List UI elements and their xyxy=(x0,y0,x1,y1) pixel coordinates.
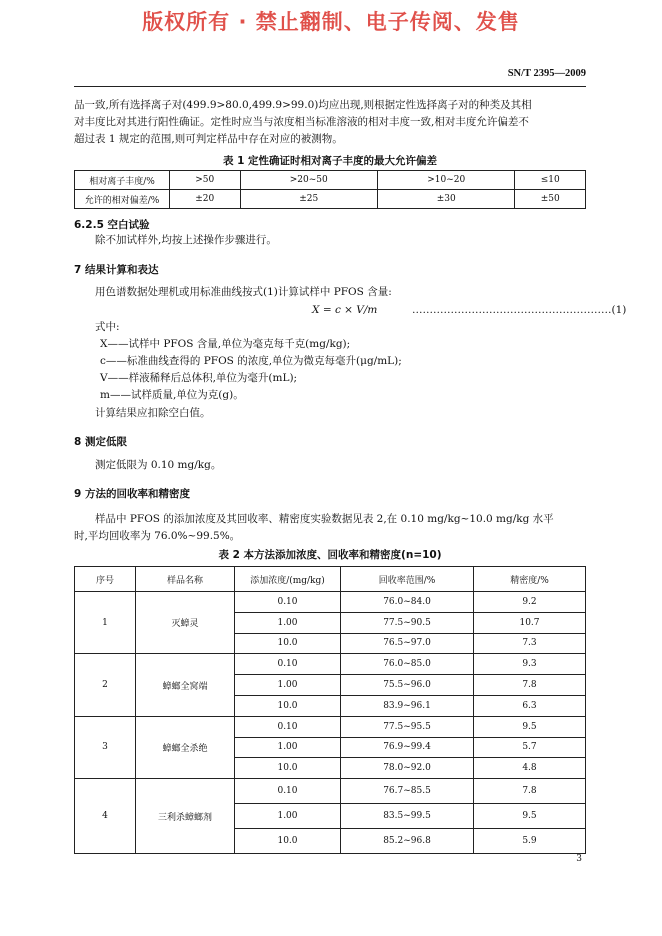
table-cell: 76.5~97.0 xyxy=(341,633,474,654)
section-7-text: 用色谱数据处理机或用标准曲线按式(1)计算试样中 PFOS 含量: xyxy=(95,286,392,298)
section-9-heading: 9 方法的回收率和精密度 xyxy=(74,488,190,500)
table-cell: >50 xyxy=(170,171,241,190)
blank-deduction-note: 计算结果应扣除空白值。 xyxy=(95,407,211,419)
table-cell: 0.10 xyxy=(235,779,341,804)
table-cell: 75.5~96.0 xyxy=(341,675,474,696)
sample-name: 蟑螂全窝端 xyxy=(136,654,235,716)
table-cell: 7.8 xyxy=(474,675,586,696)
table-header-row xyxy=(75,567,586,592)
table2-caption: 表 2 本方法添加浓度、回收率和精密度(n=10) xyxy=(218,549,442,561)
section-9-text xyxy=(74,511,594,545)
table-row xyxy=(75,654,586,675)
table-cell: 77.5~90.5 xyxy=(341,612,474,633)
header-rule xyxy=(74,86,586,87)
definition-v: V——样液稀释后总体积,单位为毫升(mL); xyxy=(100,372,298,384)
column-header: 回收率范围/% xyxy=(341,567,474,592)
table-cell: 7.8 xyxy=(474,779,586,804)
table-row xyxy=(75,592,586,613)
table-row xyxy=(75,171,586,190)
intro-line: 品一致,所有选择离子对(499.9>80.0,499.9>99.0)均应出现,则根据定性选择离子对的种类及其相 xyxy=(74,99,532,111)
table-cell: 78.0~92.0 xyxy=(341,758,474,779)
table-cell: ±50 xyxy=(515,190,586,209)
table-cell: ±20 xyxy=(170,190,241,209)
table-cell: 9.5 xyxy=(474,804,586,829)
table-cell: 允许的相对偏差/% xyxy=(75,190,170,209)
table-cell: 7.3 xyxy=(474,633,586,654)
section-9-line: 样品中 PFOS 的添加浓度及其回收率、精密度实验数据见表 2,在 0.10 mg/kg~10.0 mg/kg 水平 xyxy=(95,513,554,525)
table-cell: 0.10 xyxy=(235,654,341,675)
table-cell: 1.00 xyxy=(235,804,341,829)
table1 xyxy=(74,170,586,209)
table-row xyxy=(75,190,586,209)
table-cell: 76.9~99.4 xyxy=(341,737,474,758)
intro-line: 超过表 1 规定的范围,则可判定样品中存在对应的被测物。 xyxy=(74,133,343,145)
table-cell: 相对离子丰度/% xyxy=(75,171,170,190)
table-cell: 1.00 xyxy=(235,612,341,633)
table-cell: 9.2 xyxy=(474,592,586,613)
table-cell: 76.7~85.5 xyxy=(341,779,474,804)
table-cell: ±25 xyxy=(240,190,377,209)
table-cell: 0.10 xyxy=(235,716,341,737)
section-6-2-5-heading: 6.2.5 空白试验 xyxy=(74,219,150,231)
table-cell: 6.3 xyxy=(474,695,586,716)
table-cell: 9.3 xyxy=(474,654,586,675)
sample-name: 蟑螂全杀绝 xyxy=(136,716,235,778)
page-number: 3 xyxy=(576,854,582,864)
table-cell: 85.2~96.8 xyxy=(341,829,474,854)
table-cell: 76.0~84.0 xyxy=(341,592,474,613)
table-cell: >10~20 xyxy=(377,171,514,190)
table-cell: ±30 xyxy=(377,190,514,209)
sample-name: 三利杀蟑螂剂 xyxy=(136,779,235,854)
table-cell: 77.5~95.5 xyxy=(341,716,474,737)
table-row xyxy=(75,716,586,737)
table-cell: 83.5~99.5 xyxy=(341,804,474,829)
table-cell: 5.7 xyxy=(474,737,586,758)
table-cell: 4.8 xyxy=(474,758,586,779)
sample-number: 3 xyxy=(75,716,136,778)
formula-number: …………………………………………………(1) xyxy=(412,304,627,316)
table-cell: 76.0~85.0 xyxy=(341,654,474,675)
table-cell: 0.10 xyxy=(235,592,341,613)
section-7-heading: 7 结果计算和表达 xyxy=(74,264,159,276)
table-cell: ≤10 xyxy=(515,171,586,190)
table-row xyxy=(75,779,586,804)
where-label: 式中: xyxy=(95,321,120,333)
section-8-text: 测定低限为 0.10 mg/kg。 xyxy=(95,459,222,471)
section-8-heading: 8 测定低限 xyxy=(74,436,127,448)
table-cell: 1.00 xyxy=(235,737,341,758)
intro-paragraph xyxy=(74,97,594,148)
table-cell: 10.0 xyxy=(235,695,341,716)
table-cell: 10.0 xyxy=(235,633,341,654)
definition-c: c——标准曲线查得的 PFOS 的浓度,单位为微克每毫升(μg/mL); xyxy=(100,355,402,367)
section-6-2-5-text: 除不加试样外,均按上述操作步骤进行。 xyxy=(95,234,277,246)
table-cell: 1.00 xyxy=(235,675,341,696)
column-header: 序号 xyxy=(75,567,136,592)
table-cell: 5.9 xyxy=(474,829,586,854)
table-cell: 10.0 xyxy=(235,829,341,854)
sample-number: 2 xyxy=(75,654,136,716)
table-cell: >20~50 xyxy=(240,171,377,190)
definition-m: m——试样质量,单位为克(g)。 xyxy=(100,389,244,401)
table-cell: 83.9~96.1 xyxy=(341,695,474,716)
standard-number: SN/T 2395—2009 xyxy=(507,68,586,79)
column-header: 精密度/% xyxy=(474,567,586,592)
section-9-line: 时,平均回收率为 76.0%~99.5%。 xyxy=(74,530,241,542)
column-header: 样品名称 xyxy=(136,567,235,592)
table-cell: 10.7 xyxy=(474,612,586,633)
sample-name: 灭蟑灵 xyxy=(136,592,235,654)
variable-definitions xyxy=(100,336,402,404)
table2 xyxy=(74,566,586,854)
sample-number: 1 xyxy=(75,592,136,654)
table-cell: 9.5 xyxy=(474,716,586,737)
copyright-banner: 版权所有 · 禁止翻制、电子传阅、发售 xyxy=(142,10,520,34)
intro-line: 对丰度比对其进行阳性确证。定性时应当与浓度相当标准溶液的相对丰度一致,相对丰度允许偏差不 xyxy=(74,116,529,128)
table1-caption: 表 1 定性确证时相对离子丰度的最大允许偏差 xyxy=(222,155,438,167)
formula: X = c × V/m xyxy=(312,304,378,316)
sample-number: 4 xyxy=(75,779,136,854)
definition-x: X——试样中 PFOS 含量,单位为毫克每千克(mg/kg); xyxy=(100,338,351,350)
table-cell: 10.0 xyxy=(235,758,341,779)
column-header: 添加浓度/(mg/kg) xyxy=(235,567,341,592)
